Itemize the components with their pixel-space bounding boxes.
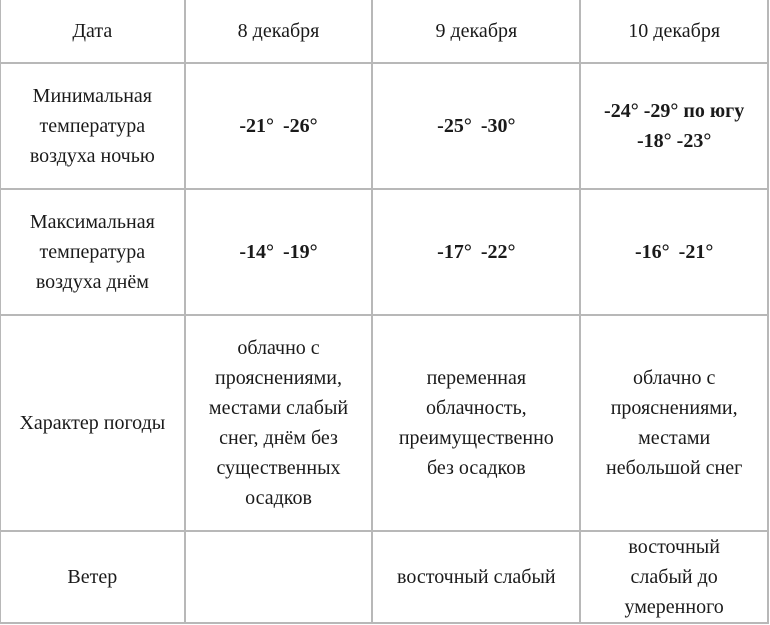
weather-dec-10: облачно с прояснениями, местами небольшой снег bbox=[580, 315, 768, 531]
header-date: Дата bbox=[0, 0, 185, 63]
max-temp-dec-9: -17° -22° bbox=[372, 189, 580, 315]
min-temp-dec-9: -25° -30° bbox=[372, 63, 580, 189]
weather-dec-8: облачно с прояснениями, местами слабый снег, днём без существенных осадков bbox=[185, 315, 373, 531]
row-label-weather: Характер погоды bbox=[0, 315, 185, 531]
header-dec-9: 9 декабря bbox=[372, 0, 580, 63]
row-label-min-temp: Минимальная температура воздуха ночью bbox=[0, 63, 185, 189]
table-row-max-temp bbox=[0, 189, 768, 315]
min-temp-dec-8: -21° -26° bbox=[185, 63, 373, 189]
min-temp-dec-10: -24° -29° по югу -18° -23° bbox=[580, 63, 768, 189]
wind-dec-9: восточный слабый bbox=[372, 531, 580, 623]
header-dec-10: 10 декабря bbox=[580, 0, 768, 63]
table-row-min-temp bbox=[0, 63, 768, 189]
wind-dec-8 bbox=[185, 531, 373, 623]
weather-dec-9: переменная облачность, преимущественно без осадков bbox=[372, 315, 580, 531]
max-temp-dec-8: -14° -19° bbox=[185, 189, 373, 315]
table-row-weather bbox=[0, 315, 768, 531]
header-row bbox=[0, 0, 768, 63]
header-dec-8: 8 декабря bbox=[185, 0, 373, 63]
max-temp-dec-10: -16° -21° bbox=[580, 189, 768, 315]
table-row-wind bbox=[0, 531, 768, 623]
row-label-max-temp: Максимальная температура воздуха днём bbox=[0, 189, 185, 315]
wind-dec-10: восточный слабый до умеренного bbox=[580, 531, 768, 623]
row-label-wind: Ветер bbox=[0, 531, 185, 623]
